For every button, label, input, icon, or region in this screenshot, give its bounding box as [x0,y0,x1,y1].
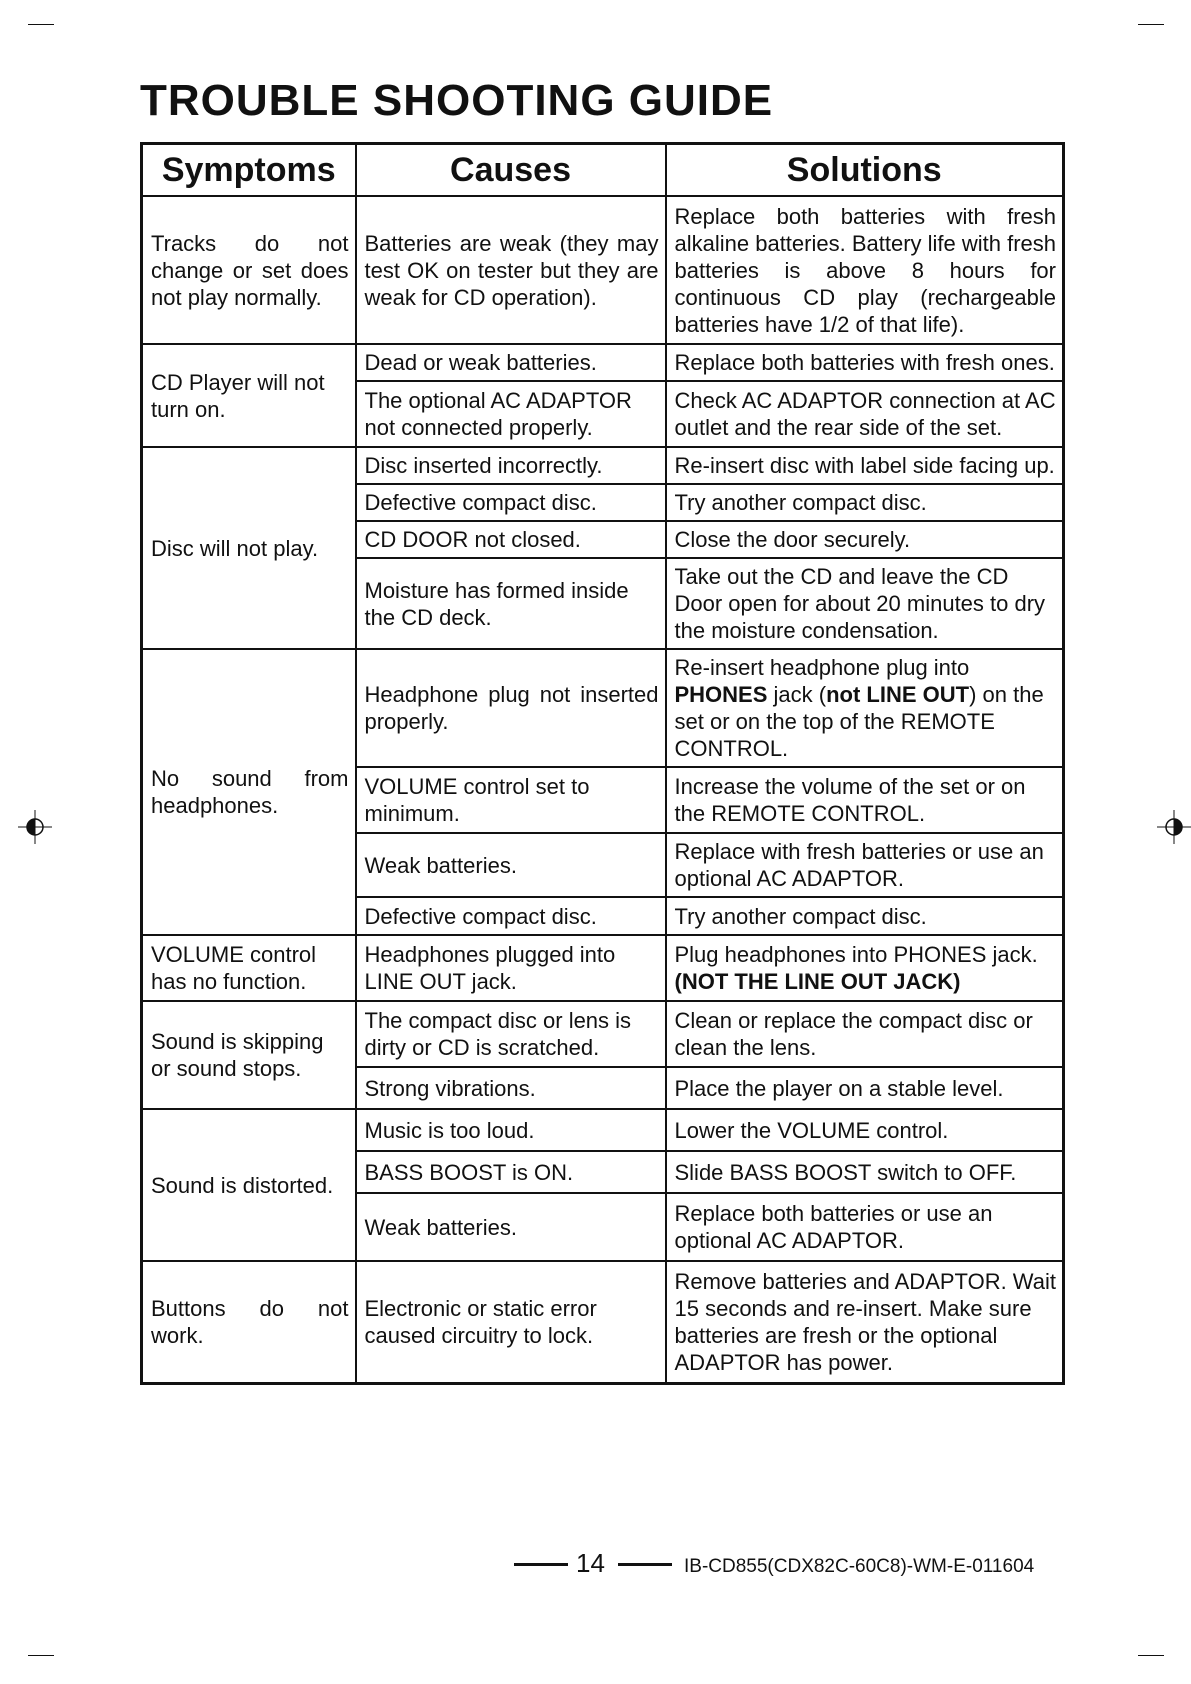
cause-cell: Defective compact disc. [356,484,666,521]
cause-cell: Disc inserted incorrectly. [356,447,666,484]
trim-mark-bottom-right [1138,1655,1164,1656]
solution-cell [666,935,1064,1001]
cause-cell: The compact disc or lens is dirty or CD is scratched. [356,1001,666,1067]
solution-cell: Take out the CD and leave the CD Door open for about 20 minutes to dry the moisture condensation. [666,558,1064,649]
cause-cell: BASS BOOST is ON. [356,1151,666,1193]
troubleshooting-table [140,142,1065,1385]
cause-cell: Headphone plug not inserted properly. [356,649,666,767]
solution-cell: Re-insert disc with label side facing up. [666,447,1064,484]
table-row [142,935,1064,1001]
solution-text: Plug headphones into PHONES jack. [674,942,1038,967]
cause-cell: CD DOOR not closed. [356,521,666,558]
symptom-cell: Sound is distorted. [142,1109,356,1261]
symptom-cell: CD Player will not turn on. [142,344,356,447]
document-code: IB-CD855(CDX82C-60C8)-WM-E-011604 [684,1556,1035,1577]
cause-cell: Weak batteries. [356,833,666,897]
symptom-cell: VOLUME control has no function. [142,935,356,1001]
solution-cell: Close the door securely. [666,521,1064,558]
table-row [142,1261,1064,1383]
solution-bold-note: (NOT THE LINE OUT JACK) [674,969,961,994]
header-symptoms: Symptoms [142,144,356,197]
symptom-cell: No sound from headphones. [142,649,356,935]
solution-text: Re-insert headphone plug into [674,655,970,680]
symptom-cell: Disc will not play. [142,447,356,649]
table-row [142,447,1064,484]
registration-mark-left-icon [18,810,52,844]
cause-cell: Defective compact disc. [356,897,666,935]
solution-cell: Remove batteries and ADAPTOR. Wait 15 seconds and re-insert. Make sure batteries are fresh or the optional ADAPTOR has power. [666,1261,1064,1383]
solution-cell: Clean or replace the compact disc or clean the lens. [666,1001,1064,1067]
cause-cell: Moisture has formed inside the CD deck. [356,558,666,649]
solution-cell: Replace both batteries with fresh alkaline batteries. Battery life with fresh batteries is above 8 hours for continuous CD play (rechargeable batteries have 1/2 of that life). [666,196,1064,344]
solution-cell [666,649,1064,767]
symptom-cell: Tracks do not change or set does not play normally. [142,196,356,344]
cause-cell: Dead or weak batteries. [356,344,666,381]
registration-mark-right-icon [1157,810,1191,844]
cause-cell: Electronic or static error caused circuitry to lock. [356,1261,666,1383]
trim-mark-top-left [28,24,54,25]
solution-cell: Replace both batteries with fresh ones. [666,344,1064,381]
table-row [142,196,1064,344]
cause-cell: The optional AC ADAPTOR not connected properly. [356,381,666,447]
solution-cell: Replace both batteries or use an optional AC ADAPTOR. [666,1193,1064,1261]
solution-bold-not-line-out: not LINE OUT [826,682,970,707]
footer-rule-left [514,1563,568,1566]
cause-cell: Headphones plugged into LINE OUT jack. [356,935,666,1001]
solution-cell: Place the player on a stable level. [666,1067,1064,1109]
solution-cell: Try another compact disc. [666,484,1064,521]
solution-cell: Lower the VOLUME control. [666,1109,1064,1151]
trim-mark-bottom-left [28,1655,54,1656]
symptom-cell: Sound is skipping or sound stops. [142,1001,356,1109]
solution-cell: Increase the volume of the set or on the REMOTE CONTROL. [666,767,1064,833]
solution-text: jack ( [767,682,827,707]
table-row [142,344,1064,381]
cause-cell: Weak batteries. [356,1193,666,1261]
cause-cell: Batteries are weak (they may test OK on tester but they are weak for CD operation). [356,196,666,344]
cause-cell: VOLUME control set to minimum. [356,767,666,833]
footer-rule-right [618,1563,672,1566]
solution-cell: Replace with fresh batteries or use an optional AC ADAPTOR. [666,833,1064,897]
page-title: TROUBLE SHOOTING GUIDE [140,76,774,125]
table-row [142,1109,1064,1151]
page-number: 14 [576,1548,605,1578]
header-causes: Causes [356,144,666,197]
table-row [142,649,1064,767]
header-row [142,144,1064,197]
header-solutions: Solutions [666,144,1064,197]
solution-cell: Try another compact disc. [666,897,1064,935]
cause-cell: Strong vibrations. [356,1067,666,1109]
cause-cell: Music is too loud. [356,1109,666,1151]
solution-bold-phones: PHONES [674,682,768,707]
symptom-cell: Buttons do not work. [142,1261,356,1383]
table-row [142,1001,1064,1067]
solution-text: ) on the set or on the top of the REMOTE CONTROL. [674,682,1044,761]
solution-cell: Check AC ADAPTOR connection at AC outlet and the rear side of the set. [666,381,1064,447]
trim-mark-top-right [1138,24,1164,25]
solution-cell: Slide BASS BOOST switch to OFF. [666,1151,1064,1193]
